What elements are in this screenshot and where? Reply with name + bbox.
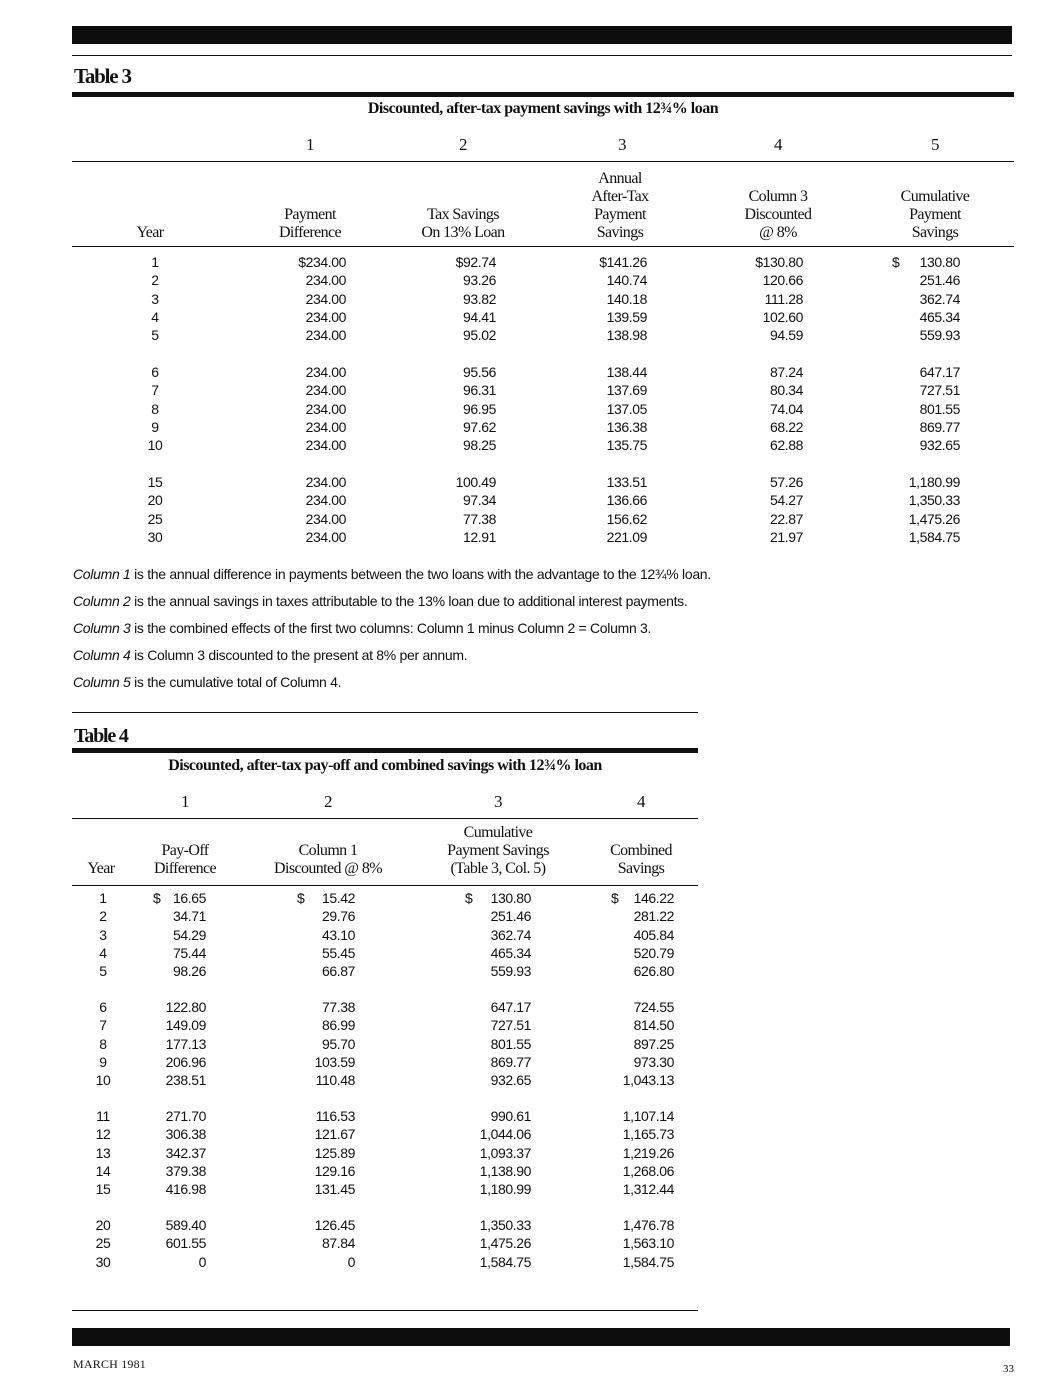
table3-cell-year: 15 bbox=[147, 474, 163, 490]
table3-cell-tax-savings: 95.02 bbox=[462, 327, 496, 344]
table3-column-number: 1 bbox=[306, 135, 314, 154]
table4-cell-cumulative: 130.80 bbox=[490, 890, 531, 906]
table3-cell-cumulative: 1,584.75 bbox=[908, 528, 960, 545]
table3-cell-cumulative: 559.93 bbox=[919, 327, 960, 344]
table3-cell-year: 4 bbox=[151, 308, 159, 325]
table4-header-col1-line: Difference bbox=[153, 860, 217, 877]
table4-cell-year: 11 bbox=[96, 1108, 110, 1124]
table3-cell-after-tax-savings: 136.38 bbox=[606, 418, 647, 435]
table4-column-number: 4 bbox=[637, 792, 645, 811]
table3-header-col4-line: Column 3 bbox=[748, 188, 808, 205]
table3-cell-year: 20 bbox=[147, 492, 163, 509]
table3-cell-tax-savings: 96.31 bbox=[462, 382, 496, 399]
table3-note-label: Column 3 bbox=[73, 620, 131, 636]
table4-cell-combined: 626.80 bbox=[633, 963, 674, 980]
table3-cell-year: 5 bbox=[151, 327, 159, 344]
table4-cell-year: 1 bbox=[99, 890, 107, 906]
table3-cell-payment-difference: 234.00 bbox=[305, 327, 346, 344]
table4-cell-combined: 1,476.78 bbox=[622, 1217, 674, 1233]
table4-cell-combined: 520.79 bbox=[633, 944, 674, 961]
table4-header-col2-line: Discounted @ 8% bbox=[274, 860, 382, 877]
table3-cell-payment-difference: 234.00 bbox=[305, 364, 346, 380]
table3-header-col2-line: On 13% Loan bbox=[421, 224, 505, 241]
table4-cell-discounted: 110.48 bbox=[315, 1072, 355, 1089]
table4-cell-combined: 1,312.44 bbox=[622, 1181, 674, 1198]
table3-cell-after-tax-savings: $141.26 bbox=[599, 254, 647, 270]
table4-cell-discounted: 129.16 bbox=[314, 1162, 355, 1179]
table3-cell-tax-savings: 97.34 bbox=[462, 492, 496, 509]
table4-cell-cumulative-currency: $ bbox=[465, 890, 473, 906]
table3-note-label: Column 4 bbox=[73, 647, 131, 663]
table3-cell-after-tax-savings: 140.18 bbox=[606, 290, 647, 307]
table4-column-number: 1 bbox=[181, 792, 189, 811]
table4-cell-payoff-difference: 306.38 bbox=[165, 1126, 206, 1143]
table3-cell-payment-difference: 234.00 bbox=[305, 272, 346, 289]
table4-cell-payoff-difference: 416.98 bbox=[165, 1181, 206, 1198]
table4-cell-cumulative: 1,180.99 bbox=[479, 1181, 531, 1198]
table3-note bbox=[73, 593, 687, 609]
table3-cell-payment-difference: 234.00 bbox=[305, 400, 346, 417]
table3-cell-after-tax-savings: 138.44 bbox=[606, 364, 647, 380]
table3-cell-after-tax-savings: 135.75 bbox=[606, 437, 647, 454]
table4-cell-payoff-difference: 601.55 bbox=[165, 1235, 206, 1252]
table3-header-col3-line: Annual bbox=[598, 170, 642, 187]
table3-cell-after-tax-savings: 137.05 bbox=[606, 400, 647, 417]
table4-cell-payoff-difference: 0 bbox=[198, 1253, 206, 1270]
table3-cell-cumulative: 932.65 bbox=[919, 437, 960, 454]
table4-cell-combined-currency: $ bbox=[611, 890, 619, 906]
table4-header-col4-line: Savings bbox=[617, 860, 665, 877]
table4-cell-cumulative: 647.17 bbox=[490, 999, 531, 1015]
table3-header-col4-line: @ 8% bbox=[759, 224, 797, 241]
table4-cell-year: 12 bbox=[95, 1126, 111, 1143]
table3-header-col1-line: Difference bbox=[278, 224, 342, 241]
table4-cell-cumulative: 1,138.90 bbox=[479, 1162, 531, 1179]
table4-cell-year: 8 bbox=[99, 1035, 107, 1052]
table3-cell-discounted: 68.22 bbox=[769, 418, 803, 435]
table3-cell-discounted: 22.87 bbox=[769, 510, 803, 527]
table3-cell-tax-savings: 12.91 bbox=[462, 528, 496, 545]
table3-cell-year: 1 bbox=[151, 254, 159, 270]
table3-cell-tax-savings: 77.38 bbox=[462, 510, 496, 527]
table4-column-number: 3 bbox=[494, 792, 502, 811]
table3-cell-cumulative: 647.17 bbox=[919, 364, 960, 380]
table3-cell-discounted: 57.26 bbox=[769, 474, 803, 490]
table4-cell-combined: 1,563.10 bbox=[622, 1235, 674, 1252]
table4-top-divider bbox=[72, 712, 698, 713]
table3-cell-discounted: 21.97 bbox=[769, 528, 803, 545]
table4-cell-cumulative: 932.65 bbox=[490, 1072, 531, 1089]
table3-cell-tax-savings: 100.49 bbox=[455, 474, 496, 490]
table3-cell-year: 8 bbox=[151, 400, 159, 417]
table3-header-col2-line: Tax Savings bbox=[427, 206, 499, 223]
table3-cell-payment-difference: 234.00 bbox=[305, 308, 346, 325]
table3-cell-cumulative: 869.77 bbox=[919, 418, 960, 435]
top-band bbox=[72, 26, 1012, 44]
table3-cell-payment-difference: 234.00 bbox=[305, 437, 346, 454]
table3-note bbox=[73, 566, 711, 582]
table4-cell-year: 15 bbox=[95, 1181, 111, 1198]
table4-cell-discounted: 29.76 bbox=[321, 908, 355, 925]
table3-cell-payment-difference: $234.00 bbox=[298, 254, 346, 270]
table3-cell-tax-savings: 94.41 bbox=[462, 308, 496, 325]
table3-cell-tax-savings: 93.26 bbox=[462, 272, 496, 289]
page-number: 33 bbox=[1003, 1363, 1014, 1375]
table3-caption: Discounted, after-tax payment savings with 12¾% loan bbox=[367, 100, 719, 117]
table4-cell-cumulative: 559.93 bbox=[490, 963, 531, 980]
table4-caption: Discounted, after-tax pay-off and combined savings with 12¾% loan bbox=[168, 757, 602, 774]
table3-cell-after-tax-savings: 156.62 bbox=[606, 510, 647, 527]
table3-cell-payment-difference: 234.00 bbox=[305, 382, 346, 399]
top-divider bbox=[72, 55, 1012, 56]
table3-cell-discounted: 54.27 bbox=[769, 492, 803, 509]
table3-heading: Table 3 bbox=[74, 64, 131, 88]
table4-cell-discounted: 77.38 bbox=[321, 999, 355, 1015]
table3-header-col5-line: Savings bbox=[911, 224, 959, 241]
table4-header-col3 bbox=[423, 824, 573, 878]
table4-cell-discounted: 0 bbox=[347, 1253, 355, 1270]
table3-column-number: 2 bbox=[459, 135, 467, 154]
table3-note bbox=[73, 674, 341, 690]
table3-header-col5-line: Payment bbox=[909, 206, 961, 223]
table4-cell-year: 6 bbox=[99, 999, 107, 1015]
table3-cell-cumulative: 801.55 bbox=[919, 400, 960, 417]
table4-heading: Table 4 bbox=[74, 725, 128, 747]
table3-column-number: 3 bbox=[618, 135, 626, 154]
table4-cell-cumulative: 1,093.37 bbox=[479, 1144, 531, 1161]
table3-cell-cumulative: 1,475.26 bbox=[908, 510, 960, 527]
table4-cell-payoff-difference: 149.09 bbox=[165, 1017, 206, 1034]
table3-cell-tax-savings: 98.25 bbox=[462, 437, 496, 454]
table4-cell-discounted: 103.59 bbox=[314, 1053, 355, 1070]
table4-bottom-divider bbox=[72, 1310, 698, 1311]
table3-cell-year: 25 bbox=[147, 510, 163, 527]
table3-cell-payment-difference: 234.00 bbox=[305, 474, 346, 490]
table3-cell-discounted: 111.28 bbox=[764, 290, 803, 307]
table4-cell-year: 2 bbox=[99, 908, 107, 925]
table4-header-col1-line: Pay-Off bbox=[161, 842, 209, 859]
table3-note-text: is Column 3 discounted to the present at 8% per annum. bbox=[130, 647, 468, 663]
table4-cell-combined: 1,268.06 bbox=[622, 1162, 674, 1179]
table3-cell-payment-difference: 234.00 bbox=[305, 418, 346, 435]
table3-header-col2 bbox=[398, 206, 528, 242]
table4-cell-year: 9 bbox=[99, 1053, 107, 1070]
table4-cell-cumulative: 1,350.33 bbox=[479, 1217, 531, 1233]
table4-header-year: Year bbox=[87, 860, 115, 877]
table4-cell-payoff-difference: 16.65 bbox=[172, 890, 206, 906]
table3-cell-tax-savings: 93.82 bbox=[462, 290, 496, 307]
table3-cell-year: 10 bbox=[147, 437, 163, 454]
table4-header-col2 bbox=[253, 842, 403, 878]
table3-note-text: is the annual savings in taxes attributable to the 13% loan due to additional interest payments. bbox=[130, 593, 688, 609]
table4-cell-year: 20 bbox=[95, 1217, 111, 1233]
table4-cell-payoff-difference: 122.80 bbox=[165, 999, 206, 1015]
table3-note-text: is the combined effects of the first two columns: Column 1 minus Column 2 = Column 3. bbox=[130, 620, 652, 636]
table4-header-col2-line: Column 1 bbox=[298, 842, 358, 859]
table4-cell-payoff-difference: 206.96 bbox=[165, 1053, 206, 1070]
table3-cell-after-tax-savings: 136.66 bbox=[606, 492, 647, 509]
table3-header-col3-line: Payment bbox=[594, 206, 646, 223]
table3-header-col4 bbox=[713, 188, 843, 242]
table3-cell-cumulative: 727.51 bbox=[919, 382, 960, 399]
issue-date: MARCH 1981 bbox=[73, 1357, 147, 1371]
table3-cell-discounted: 87.24 bbox=[769, 364, 803, 380]
table4-cell-payoff-difference: 98.26 bbox=[172, 963, 206, 980]
table4-cell-payoff-difference: 34.71 bbox=[172, 908, 206, 925]
table4-cell-discounted: 116.53 bbox=[315, 1108, 355, 1124]
table4-header-col3-line: (Table 3, Col. 5) bbox=[450, 860, 546, 877]
table4-cell-combined: 146.22 bbox=[633, 890, 674, 906]
table4-rule-top bbox=[72, 818, 698, 819]
table3-cell-tax-savings: $92.74 bbox=[455, 254, 496, 270]
table4-cell-payoff-difference: 342.37 bbox=[165, 1144, 206, 1161]
table4-cell-payoff-difference: 589.40 bbox=[165, 1217, 206, 1233]
table4-cell-payoff-difference: 379.38 bbox=[165, 1162, 206, 1179]
table3-column-number: 5 bbox=[931, 135, 939, 154]
table4-header-col1 bbox=[130, 842, 240, 878]
table4-cell-payoff-difference: 238.51 bbox=[165, 1072, 206, 1089]
table4-cell-discounted: 95.70 bbox=[321, 1035, 355, 1052]
table4-cell-year: 5 bbox=[99, 963, 107, 980]
table3-cell-cumulative: 465.34 bbox=[919, 308, 960, 325]
table3-cell-year: 3 bbox=[151, 290, 159, 307]
table4-cell-discounted: 125.89 bbox=[314, 1144, 355, 1161]
table4-cell-discounted: 121.67 bbox=[314, 1126, 355, 1143]
table3-cell-tax-savings: 95.56 bbox=[462, 364, 496, 380]
table4-cell-year: 13 bbox=[95, 1144, 111, 1161]
table3-header-col4-line: Discounted bbox=[744, 206, 812, 223]
table4-cell-cumulative: 869.77 bbox=[490, 1053, 531, 1070]
table4-cell-year: 30 bbox=[95, 1253, 111, 1270]
table3-cell-cumulative: 1,350.33 bbox=[908, 492, 960, 509]
table4-column-number: 2 bbox=[324, 792, 332, 811]
table3-cell-discounted: 62.88 bbox=[769, 437, 803, 454]
table3-note-label: Column 1 bbox=[73, 566, 131, 582]
table3-rule-top bbox=[72, 161, 1014, 162]
table3-cell-payment-difference: 234.00 bbox=[305, 492, 346, 509]
table3-cell-after-tax-savings: 138.98 bbox=[606, 327, 647, 344]
table4-cell-combined: 1,165.73 bbox=[622, 1126, 674, 1143]
table3-cell-tax-savings: 97.62 bbox=[462, 418, 496, 435]
table4-cell-cumulative: 1,044.06 bbox=[479, 1126, 531, 1143]
table3-column-number: 4 bbox=[774, 135, 782, 154]
table3-cell-year: 30 bbox=[147, 528, 163, 545]
table3-header-col3-line: Savings bbox=[596, 224, 644, 241]
table4-cell-discounted: 87.84 bbox=[321, 1235, 355, 1252]
table4-cell-payoff-difference: 54.29 bbox=[172, 926, 206, 943]
table3-cell-year: 7 bbox=[151, 382, 159, 399]
table4-cell-year: 25 bbox=[95, 1235, 111, 1252]
table4-heading-rule bbox=[72, 748, 698, 753]
table4-header-col4-line: Combined bbox=[610, 842, 672, 859]
table4-cell-discounted: 131.45 bbox=[314, 1181, 355, 1198]
table3-note-text: is the cumulative total of Column 4. bbox=[130, 674, 342, 690]
table3-header-col5 bbox=[870, 188, 1000, 242]
table4-cell-discounted: 86.99 bbox=[321, 1017, 355, 1034]
table4-cell-year: 4 bbox=[99, 944, 107, 961]
table4-cell-year: 3 bbox=[99, 926, 107, 943]
table3-note-label: Column 2 bbox=[73, 593, 131, 609]
table4-cell-combined: 897.25 bbox=[633, 1035, 674, 1052]
table3-cell-payment-difference: 234.00 bbox=[305, 510, 346, 527]
table4-header-col3-line: Payment Savings bbox=[447, 842, 549, 859]
table4-header-col4 bbox=[586, 842, 696, 878]
table4-cell-combined: 1,043.13 bbox=[622, 1072, 674, 1089]
table4-cell-cumulative: 465.34 bbox=[490, 944, 531, 961]
table4-cell-year: 10 bbox=[95, 1072, 111, 1089]
table4-cell-discounted-currency: $ bbox=[297, 890, 305, 906]
table3-cell-discounted: 74.04 bbox=[769, 400, 803, 417]
table3-cell-tax-savings: 96.95 bbox=[462, 400, 496, 417]
table3-cell-cumulative: 1,180.99 bbox=[908, 474, 960, 490]
table3-note bbox=[73, 647, 467, 663]
table3-cell-cumulative: 362.74 bbox=[919, 290, 960, 307]
table4-cell-year: 7 bbox=[99, 1017, 107, 1034]
table3-note bbox=[73, 620, 651, 636]
table4-cell-cumulative: 727.51 bbox=[490, 1017, 531, 1034]
table3-cell-year: 9 bbox=[151, 418, 159, 435]
table3-cell-year: 2 bbox=[151, 272, 159, 289]
table3-heading-rule bbox=[72, 92, 1014, 97]
table3-rule-header bbox=[72, 246, 1014, 247]
table4-cell-payoff-difference: 271.70 bbox=[165, 1108, 206, 1124]
table4-cell-year: 14 bbox=[95, 1162, 111, 1179]
table3-header-col3-line: After-Tax bbox=[591, 188, 649, 205]
table4-header-col3-line: Cumulative bbox=[463, 824, 533, 841]
table3-cell-cumulative: 251.46 bbox=[919, 272, 960, 289]
table3-cell-after-tax-savings: 133.51 bbox=[606, 474, 647, 490]
table3-header-col1 bbox=[245, 206, 375, 242]
table3-header-year: Year bbox=[136, 224, 164, 241]
table3-cell-payment-difference: 234.00 bbox=[305, 528, 346, 545]
bottom-band bbox=[72, 1328, 1010, 1346]
table3-cell-discounted: 80.34 bbox=[769, 382, 803, 399]
table3-cell-discounted: $130.80 bbox=[755, 254, 803, 270]
table4-cell-payoff-difference: 75.44 bbox=[172, 944, 206, 961]
table4-cell-cumulative: 801.55 bbox=[490, 1035, 531, 1052]
table3-note-label: Column 5 bbox=[73, 674, 131, 690]
table3-cell-discounted: 94.59 bbox=[769, 327, 803, 344]
table3-cell-payment-difference: 234.00 bbox=[305, 290, 346, 307]
table4-cell-discounted: 43.10 bbox=[321, 926, 355, 943]
table3-header-col5-line: Cumulative bbox=[900, 188, 970, 205]
table4-cell-cumulative: 1,584.75 bbox=[479, 1253, 531, 1270]
table4-cell-combined: 814.50 bbox=[633, 1017, 674, 1034]
table3-cell-discounted: 120.66 bbox=[762, 272, 803, 289]
table4-cell-payoff-currency: $ bbox=[153, 890, 161, 906]
table3-note-text: is the annual difference in payments between the two loans with the advantage to the 12¾% loan. bbox=[130, 566, 711, 582]
table4-cell-cumulative: 251.46 bbox=[490, 908, 531, 925]
table3-header-col3 bbox=[555, 170, 685, 242]
table3-cell-cumulative-currency: $ bbox=[892, 254, 900, 270]
table3-cell-after-tax-savings: 221.09 bbox=[606, 528, 647, 545]
table4-cell-combined: 1,219.26 bbox=[622, 1144, 674, 1161]
table4-cell-combined: 281.22 bbox=[633, 908, 674, 925]
table3-cell-after-tax-savings: 137.69 bbox=[606, 382, 647, 399]
table4-cell-cumulative: 1,475.26 bbox=[479, 1235, 531, 1252]
table4-cell-combined: 1,584.75 bbox=[622, 1253, 674, 1270]
table4-cell-discounted: 55.45 bbox=[321, 944, 355, 961]
table3-cell-after-tax-savings: 139.59 bbox=[606, 308, 647, 325]
table4-cell-cumulative: 990.61 bbox=[490, 1108, 531, 1124]
table3-cell-after-tax-savings: 140.74 bbox=[606, 272, 647, 289]
table3-header-col1-line: Payment bbox=[284, 206, 336, 223]
table4-cell-cumulative: 362.74 bbox=[490, 926, 531, 943]
table4-cell-discounted: 66.87 bbox=[321, 963, 355, 980]
table3-cell-year: 6 bbox=[151, 364, 159, 380]
table4-cell-discounted: 15.42 bbox=[321, 890, 355, 906]
table4-cell-combined: 405.84 bbox=[633, 926, 674, 943]
table4-rule-header bbox=[72, 885, 698, 886]
table4-cell-combined: 1,107.14 bbox=[622, 1108, 674, 1124]
table4-cell-payoff-difference: 177.13 bbox=[165, 1035, 206, 1052]
table3-cell-discounted: 102.60 bbox=[762, 308, 803, 325]
table3-cell-cumulative: 130.80 bbox=[919, 254, 960, 270]
table4-cell-combined: 973.30 bbox=[633, 1053, 674, 1070]
table4-cell-combined: 724.55 bbox=[633, 999, 674, 1015]
table4-cell-discounted: 126.45 bbox=[314, 1217, 355, 1233]
